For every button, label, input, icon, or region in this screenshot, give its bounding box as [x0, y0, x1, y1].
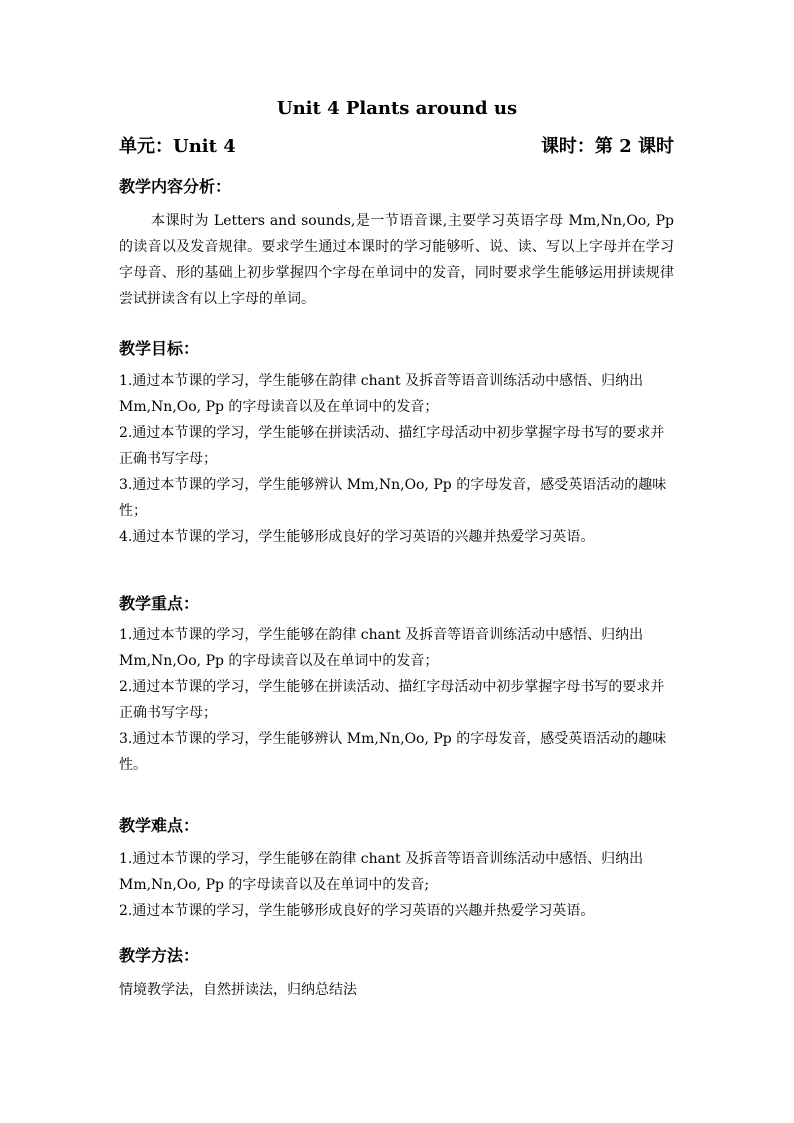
unit-label: 单元：Unit 4 — [119, 136, 236, 157]
objective-item: 4.通过本节课的学习，学生能够形成良好的学习英语的兴趣并热爱学习英语。 — [119, 529, 595, 545]
difficulties-heading: 教学难点： — [119, 816, 200, 835]
objectives-list — [119, 368, 674, 550]
objective-item: 2.通过本节课的学习，学生能够在拼读活动、描红字母活动中初步掌握字母书写的要求并正确书写字母； — [119, 425, 665, 467]
content-analysis-heading: 教学内容分析： — [119, 177, 232, 196]
difficulty-item: 2.通过本节课的学习，学生能够形成良好的学习英语的兴趣并热爱学习英语。 — [119, 903, 595, 919]
methods-heading: 教学方法： — [119, 946, 200, 965]
objective-item: 3.通过本节课的学习，学生能够辨认 Mm,Nn,Oo, Pp 的字母发音，感受英语活动的趣味性； — [119, 477, 667, 519]
unit-info-row — [119, 134, 674, 160]
difficulty-item: 1.通过本节课的学习，学生能够在韵律 chant 及拆音等语音训练活动中感悟、归纳出 Mm,Nn,Oo, Pp 的字母读音以及在单词中的发音; — [119, 851, 644, 893]
lesson-label: 课时：第 2 课时 — [540, 136, 674, 157]
content-analysis-text: 本课时为 Letters and sounds,是一节语音课,主要学习英语字母 Mm,Nn,Oo, Pp 的读音以及发音规律。要求学生通过本课时的学习能够听、说、读、写以上字母并在学习字母音、形的基础上初步掌握四个字母在单词中的发音，同时要求学生能够运用拼读规律尝试拼读含有以上字母的单词。 — [119, 213, 674, 307]
methods-text: 情境教学法，自然拼读法，归纳总结法 — [119, 982, 357, 998]
key-points-list — [119, 622, 674, 778]
document-title: Unit 4 Plants around us — [276, 98, 518, 119]
objectives-heading: 教学目标： — [119, 339, 200, 358]
key-point-item: 3.通过本节课的学习，学生能够辨认 Mm,Nn,Oo, Pp 的字母发音，感受英语活动的趣味性。 — [119, 731, 667, 773]
difficulties-list — [119, 846, 674, 924]
objective-item: 1.通过本节课的学习，学生能够在韵律 chant 及拆音等语音训练活动中感悟、归纳出 Mm,Nn,Oo, Pp 的字母读音以及在单词中的发音； — [119, 373, 644, 415]
key-points-heading: 教学重点： — [119, 594, 200, 613]
key-point-item: 2.通过本节课的学习，学生能够在拼读活动、描红字母活动中初步掌握字母书写的要求并正确书写字母； — [119, 679, 665, 721]
key-point-item: 1.通过本节课的学习，学生能够在韵律 chant 及拆音等语音训练活动中感悟、归纳出 Mm,Nn,Oo, Pp 的字母读音以及在单词中的发音； — [119, 627, 644, 669]
